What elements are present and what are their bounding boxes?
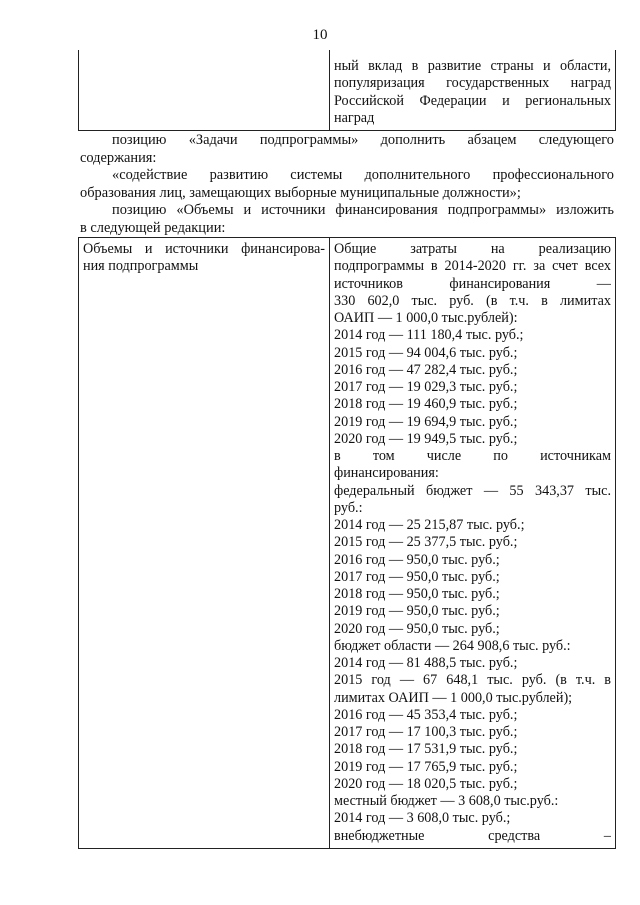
text-line: 2019 год — 950,0 тыс. руб.; <box>334 603 500 620</box>
text-line: Общие затраты на реализацию <box>334 241 611 257</box>
funding-table-value-cell <box>334 241 611 845</box>
text-line: внебюджетные средства – <box>334 827 611 844</box>
top-table-right-cell <box>334 58 611 128</box>
text-line: 2014 год — 3 608,0 тыс. руб.; <box>334 810 511 827</box>
text-line: 2017 год — 19 029,3 тыс. руб.; <box>334 379 518 395</box>
text-line: наград <box>334 110 375 127</box>
text-line: содержания: <box>80 149 157 166</box>
text-line: финансирования: <box>334 465 439 482</box>
text-line: позицию «Объемы и источники финансирования подпрограммы» изложить <box>112 202 614 219</box>
text-line: 2014 год — 25 215,87 тыс. руб.; <box>334 517 525 533</box>
text-line: 2015 год — 25 377,5 тыс. руб.; <box>334 534 518 551</box>
text-line: позицию «Задачи подпрограммы» дополнить абзацем следующего <box>112 132 614 148</box>
text-line: 2016 год — 45 353,4 тыс. руб.; <box>334 706 518 723</box>
text-line: источников финансирования — <box>334 275 611 292</box>
funding-table-label-cell <box>83 241 325 276</box>
text-line: ОАИП — 1 000,0 тыс.рублей): <box>334 310 518 326</box>
text-line: Объемы и источники финансирова- <box>83 241 325 257</box>
column-divider <box>329 238 330 848</box>
text-line: в следующей редакции: <box>80 219 226 236</box>
text-line: лимитах ОАИП — 1 000,0 тыс.рублей); <box>334 689 573 706</box>
text-line: федеральный бюджет — 55 343,37 тыс. <box>334 482 611 499</box>
text-line: местный бюджет — 3 608,0 тыс.руб.: <box>334 793 559 809</box>
text-line: 2014 год — 111 180,4 тыс. руб.; <box>334 327 524 344</box>
text-line: 2017 год — 950,0 тыс. руб.; <box>334 568 500 585</box>
text-line: 2019 год — 17 765,9 тыс. руб.; <box>334 758 518 775</box>
amendment-text <box>80 132 614 238</box>
text-line: 2015 год — 94 004,6 тыс. руб.; <box>334 344 518 361</box>
text-line: «содействие развитию системы дополнительного профессионального <box>112 167 614 184</box>
column-divider <box>329 50 330 130</box>
text-line: 2020 год — 950,0 тыс. руб.; <box>334 620 500 637</box>
top-table-fragment <box>78 50 616 131</box>
text-line: ния подпрограммы <box>83 258 199 275</box>
text-line: руб.: <box>334 499 363 516</box>
text-line: 2014 год — 81 488,5 тыс. руб.; <box>334 655 518 671</box>
text-line: образования лиц, замещающих выборные муниципальные должности»; <box>80 184 521 201</box>
text-line: 2020 год — 18 020,5 тыс. руб.; <box>334 775 518 792</box>
text-line: 2020 год — 19 949,5 тыс. руб.; <box>334 430 518 447</box>
text-line: Российской Федерации и региональных <box>334 92 611 109</box>
page-number: 10 <box>312 27 328 43</box>
text-line: 330 602,0 тыс. руб. (в т.ч. в лимитах <box>334 292 611 309</box>
funding-table <box>78 237 616 849</box>
text-line: популяризация государственных наград <box>334 75 611 92</box>
text-line: в том числе по источникам <box>334 448 611 464</box>
text-line: 2018 год — 950,0 тыс. руб.; <box>334 586 500 602</box>
text-line: 2016 год — 950,0 тыс. руб.; <box>334 551 500 568</box>
text-line: бюджет области — 264 908,6 тыс. руб.: <box>334 637 571 654</box>
text-line: 2017 год — 17 100,3 тыс. руб.; <box>334 724 518 740</box>
text-line: 2018 год — 19 460,9 тыс. руб.; <box>334 396 518 413</box>
text-line: ный вклад в развитие страны и области, <box>334 58 611 74</box>
text-line: 2016 год — 47 282,4 тыс. руб.; <box>334 361 518 378</box>
text-line: 2015 год — 67 648,1 тыс. руб. (в т.ч. в <box>334 672 611 689</box>
text-line: 2018 год — 17 531,9 тыс. руб.; <box>334 741 518 758</box>
text-line: подпрограммы в 2014-2020 гг. за счет всех <box>334 258 611 275</box>
text-line: 2019 год — 19 694,9 тыс. руб.; <box>334 413 518 430</box>
